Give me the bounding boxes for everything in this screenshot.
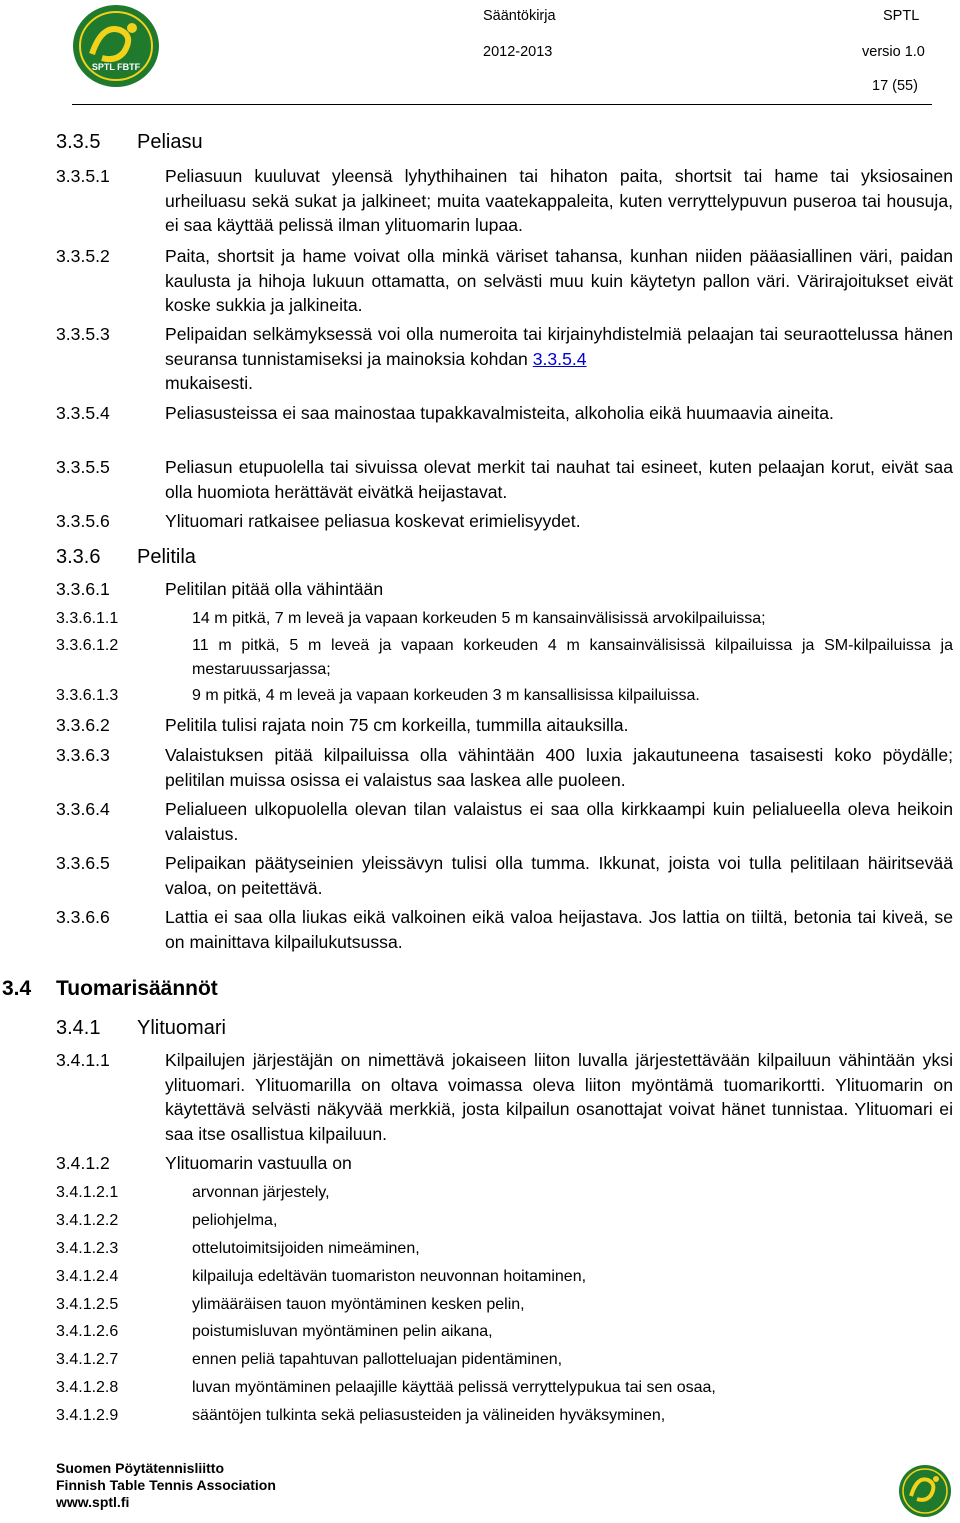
- list-item-text: ottelutoimitsijoiden nimeäminen,: [192, 1240, 420, 1257]
- section-title: Peliasu: [137, 131, 203, 153]
- doc-years: 2012-2013: [483, 44, 553, 60]
- clause-number: 3.4.1.2: [56, 1153, 110, 1173]
- doc-version: versio 1.0: [862, 44, 925, 60]
- clause-number: 3.3.6.5: [56, 853, 110, 873]
- list-item-number: 3.4.1.2.5: [56, 1296, 119, 1313]
- clause-number: 3.3.6.2: [56, 715, 110, 735]
- clause-text: Pelipaikan päätyseinien yleissävyn tulisi olla tumma. Ikkunat, joista voi tulla pelitilaan häiritsevää valoa, on peitettävä.: [165, 853, 953, 898]
- clause-link[interactable]: 3.3.5.4: [532, 348, 587, 369]
- list-item-number: 3.4.1.2.8: [56, 1379, 119, 1396]
- clause-number: 3.3.5.3: [56, 324, 110, 344]
- sptl-logo: [72, 4, 160, 88]
- clause-text: Valaistuksen pitää kilpailuissa olla vähintään 400 luxia jakautuneena tasaisesti koko pöydälle; pelitilan muissa osissa ei valaistus saa laskea alle puoleen.: [165, 745, 953, 790]
- section-number: 3.3.6: [56, 546, 101, 568]
- list-item-text: arvonnan järjestely,: [192, 1184, 330, 1201]
- clause-text: Ylituomarin vastuulla on: [165, 1153, 352, 1173]
- section-number: 3.4.1: [56, 1017, 101, 1039]
- list-item-text: kilpailuja edeltävän tuomariston neuvonnan hoitaminen,: [192, 1268, 587, 1285]
- clause-text: Lattia ei saa olla liukas eikä valkoinen eikä valoa heijastava. Jos lattia on tiiltä, betonia tai kiveä, se on mainittava kilpailukutsussa.: [165, 907, 953, 952]
- footer-logo: [898, 1464, 952, 1518]
- clause-number: 3.3.6.1.2: [56, 637, 119, 654]
- clause-text: Ylituomari ratkaisee peliasua koskevat erimielisyydet.: [165, 511, 581, 531]
- footer-website[interactable]: www.sptl.fi: [56, 1494, 130, 1510]
- clause-number: 3.3.6.1: [56, 579, 110, 599]
- list-item-text: sääntöjen tulkinta sekä peliasusteiden ja välineiden hyväksyminen,: [192, 1407, 666, 1424]
- clause-text: Peliasuun kuuluvat yleensä lyhythihainen tai hihaton paita, shortsit tai hame tai yksiosainen urheiluasu sekä sukat ja jalkineet; muita vaatekappaleita, kuten verryttelypuvun puseroa tai housuja, ei saa käyttää pelissä ilman ylituomarin lupaa.: [165, 166, 953, 235]
- chapter-number: 3.4: [2, 977, 32, 1000]
- list-item-number: 3.4.1.2.1: [56, 1184, 119, 1201]
- list-item-number: 3.4.1.2.7: [56, 1351, 119, 1368]
- list-item-number: 3.4.1.2.3: [56, 1240, 119, 1257]
- section-number: 3.3.5: [56, 131, 101, 153]
- clause-number: 3.3.5.4: [56, 403, 110, 423]
- clause-number: 3.4.1.1: [56, 1050, 110, 1070]
- clause-text: Pelitilan pitää olla vähintään: [165, 579, 384, 599]
- clause-text: Kilpailujen järjestäjän on nimettävä jokaiseen liiton luvalla järjestettävään kilpailuun vähintään yksi ylituomari. Ylituomarilla on oltava voimassa oleva liiton myöntämä tuomarikortti. Ylituomarin on käytettävä selvästi näkyvää merkkiä, josta kilpailun osanottajat voivat hänet tunnistaa. Ylituomari ei saa itse osallistua kilpailuun.: [165, 1050, 953, 1144]
- clause-number: 3.3.6.4: [56, 799, 110, 819]
- list-item-number: 3.4.1.2.6: [56, 1323, 119, 1340]
- list-item-text: peliohjelma,: [192, 1212, 278, 1229]
- doc-title: Sääntökirja: [483, 8, 556, 24]
- list-item-number: 3.4.1.2.4: [56, 1268, 119, 1285]
- list-item-text: luvan myöntäminen pelaajille käyttää pelissä verryttelypukua tai sen osaa,: [192, 1379, 716, 1396]
- clause-number: 3.3.6.1.1: [56, 610, 119, 627]
- clause-number: 3.3.6.3: [56, 745, 110, 765]
- clause-number: 3.3.5.6: [56, 511, 110, 531]
- header-rule: [72, 104, 932, 105]
- clause-text: Pelialueen ulkopuolella olevan tilan valaistus ei saa olla kirkkaampi kuin pelialueella oleva heikoin valaistus.: [165, 799, 953, 844]
- page-number: 17 (55): [872, 78, 918, 94]
- clause-text: Peliasusteissa ei saa mainostaa tupakkavalmisteita, alkoholia eikä huumaavia aineita.: [165, 403, 834, 423]
- clause-number: 3.3.5.1: [56, 166, 110, 186]
- list-item-text: ennen peliä tapahtuvan pallotteluajan pidentäminen,: [192, 1351, 563, 1368]
- org-name: SPTL: [883, 8, 920, 24]
- list-item-text: ylimääräisen tauon myöntäminen kesken pelin,: [192, 1296, 525, 1313]
- clause-text: Paita, shortsit ja hame voivat olla minkä väriset tahansa, kunhan niiden pääasiallinen väri, paidan kaulusta ja hihoja lukuun ottamatta, on selvästi muu kuin käytetyn pallon väri. Värirajoitukset eivät koske sukkia ja jalkineita.: [165, 246, 953, 315]
- chapter-title: Tuomarisäännöt: [56, 977, 218, 1000]
- clause-text: 9 m pitkä, 4 m leveä ja vapaan korkeuden 3 m kansallisissa kilpailuissa.: [192, 687, 700, 704]
- list-item-text: poistumisluvan myöntäminen pelin aikana,: [192, 1323, 493, 1340]
- clause-text: Peliasun etupuolella tai sivuissa olevat merkit tai nauhat tai esineet, kuten pelaajan korut, eivät saa olla huomiota herättävät eivätkä heijastavat.: [165, 457, 953, 502]
- clause-number: 3.3.6.6: [56, 907, 110, 927]
- footer-org-fi: Suomen Pöytätennisliitto: [56, 1460, 225, 1476]
- list-item-number: 3.4.1.2.2: [56, 1212, 119, 1229]
- clause-text-main: Pelipaidan selkämyksessä voi olla numeroita tai kirjainyhdistelmiä pelaajan tai seuraottelussa hänen seuransa tunnistamiseksi ja mainoksia kohdan: [165, 324, 953, 369]
- clause-text-tail: mukaisesti.: [165, 373, 253, 393]
- clause-text: [165, 322, 953, 396]
- clause-number: 3.3.5.5: [56, 457, 110, 477]
- section-title: Ylituomari: [137, 1017, 226, 1039]
- clause-text: 14 m pitkä, 7 m leveä ja vapaan korkeuden 5 m kansainvälisissä arvokilpailuissa;: [192, 610, 766, 627]
- clause-text: 11 m pitkä, 5 m leveä ja vapaan korkeuden 4 m kansainvälisissä kilpailuissa ja SM-kilpailuissa ja mestaruussarjassa;: [192, 637, 953, 678]
- section-title: Pelitila: [137, 546, 196, 568]
- clause-number: 3.3.5.2: [56, 246, 110, 266]
- footer-org-en: Finnish Table Tennis Association: [56, 1477, 276, 1493]
- list-item-number: 3.4.1.2.9: [56, 1407, 119, 1424]
- clause-number: 3.3.6.1.3: [56, 687, 119, 704]
- clause-text: Pelitila tulisi rajata noin 75 cm korkeilla, tummilla aitauksilla.: [165, 715, 629, 735]
- svg-text:SPTL FBTF: SPTL FBTF: [91, 62, 141, 72]
